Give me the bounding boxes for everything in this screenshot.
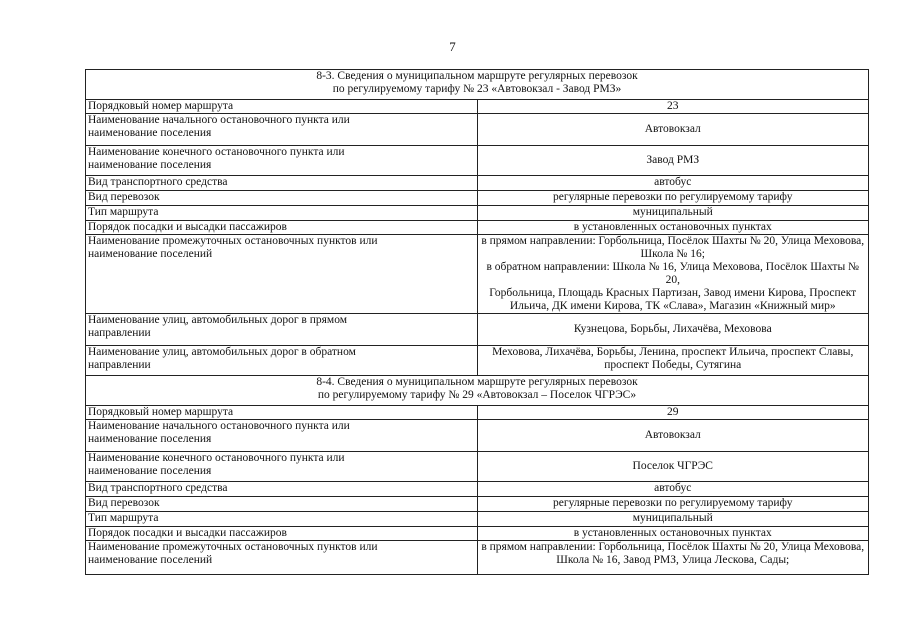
row-value-line: в установленных остановочных пунктах [573,221,772,233]
table-row [86,497,869,512]
section-title-line: по регулируемому тарифу № 23 «Автовокзал - Завод РМЗ» [332,83,622,95]
table-row [86,235,869,314]
row-value-line: в обратном направлении: Школа № 16, Улица Меховова, Посёлок Шахты № 20, [486,261,860,286]
row-label-line: Наименование конечного остановочного пункта или [88,146,345,158]
row-label-line: наименование поселения [88,465,212,477]
table-row [86,346,869,376]
row-value [477,100,869,114]
row-label [86,482,478,497]
row-label-line: наименование поселений [88,554,213,566]
row-value [477,206,869,221]
row-value-line: регулярные перевозки по регулируемому тарифу [553,191,793,203]
row-label-line: наименование поселения [88,159,212,171]
row-value [477,527,869,541]
row-label-line: наименование поселения [88,127,212,139]
row-value-line: 29 [667,406,679,418]
row-value [477,314,869,346]
row-value [477,420,869,452]
row-label [86,541,478,575]
row-value [477,114,869,146]
page-number: 7 [449,39,456,54]
table-row [86,420,869,452]
row-label-line: направлении [88,327,151,339]
row-value [477,512,869,527]
table-row [86,100,869,114]
row-value-line: в прямом направлении: Горбольница, Посёлок Шахты № 20, Улица Меховова, [481,235,865,247]
routes-table-body [86,70,869,575]
row-label-line: Наименование промежуточных остановочных пунктов или [88,541,378,553]
row-value [477,221,869,235]
table-row [86,221,869,235]
row-label-line: наименование поселений [88,248,213,260]
row-value-line: муниципальный [632,206,713,218]
row-value [477,406,869,420]
row-label-line: наименование поселения [88,433,212,445]
table-row [86,482,869,497]
table-row [86,314,869,346]
row-value [477,497,869,512]
row-value [477,346,869,376]
row-value-line: автобус [654,482,692,494]
row-value-line: муниципальный [632,512,713,524]
row-label [86,346,478,376]
row-value [477,452,869,482]
row-value-line: в установленных остановочных пунктах [573,527,772,539]
row-value-line: регулярные перевозки по регулируемому тарифу [553,497,793,509]
section-title [86,70,869,100]
row-value-line: Автовокзал [644,123,701,135]
row-value-line: Школа № 16; [640,248,705,260]
row-value-line: проспект Победы, Сутягина [604,359,742,371]
row-label-line: Наименование улиц, автомобильных дорог в прямом [88,314,348,326]
row-label-line: Наименование начального остановочного пункта или [88,420,350,432]
table-row [86,512,869,527]
row-label [86,176,478,191]
table-row [86,406,869,420]
table-row [86,527,869,541]
row-value [477,541,869,575]
table-row [86,176,869,191]
row-value-line: Меховова, Лихачёва, Борьбы, Ленина, проспект Ильича, проспект Славы, [492,346,854,358]
row-value [477,235,869,314]
row-label-line: Вид перевозок [88,497,160,509]
row-label-line: Наименование начального остановочного пункта или [88,114,350,126]
row-value-line: Автовокзал [644,429,701,441]
row-label-line: Тип маршрута [88,512,159,524]
row-value [477,482,869,497]
row-value-line: Горбольница, Площадь Красных Партизан, Завод имени Кирова, Проспект [489,287,857,299]
table-row [86,191,869,206]
section-title-line: 8-3. Сведения о муниципальном маршруте регулярных перевозок [316,70,638,82]
row-label-line: Порядок посадки и высадки пассажиров [88,527,287,539]
section-title [86,376,869,406]
row-label-line: Наименование промежуточных остановочных пунктов или [88,235,378,247]
row-value-line: Кузнецова, Борьбы, Лихачёва, Меховова [573,323,772,335]
row-label-line: Вид транспортного средства [88,482,228,494]
row-label [86,221,478,235]
row-label-line: Порядковый номер маршрута [88,406,234,418]
table-row [86,541,869,575]
row-label [86,206,478,221]
table-row [86,452,869,482]
row-label [86,235,478,314]
row-label [86,527,478,541]
row-label [86,100,478,114]
row-value-line: в прямом направлении: Горбольница, Посёлок Шахты № 20, Улица Меховова, [481,541,865,553]
row-label-line: Порядок посадки и высадки пассажиров [88,221,287,233]
section-title-line: 8-4. Сведения о муниципальном маршруте регулярных перевозок [316,376,638,388]
row-label-line: Наименование улиц, автомобильных дорог в обратном [88,346,356,358]
row-value [477,191,869,206]
row-label-line: Вид транспортного средства [88,176,228,188]
table-row [86,146,869,176]
row-label-line: Порядковый номер маршрута [88,100,234,112]
row-label [86,146,478,176]
row-label [86,497,478,512]
row-value-line: Поселок ЧГРЭС [632,460,713,472]
row-label [86,512,478,527]
row-value [477,146,869,176]
row-label [86,114,478,146]
routes-table [85,69,869,575]
row-label [86,314,478,346]
section-title-line: по регулируемому тарифу № 29 «Автовокзал – Поселок ЧГРЭС» [317,389,637,401]
row-value-line: 23 [667,100,679,112]
row-label-line: Наименование конечного остановочного пункта или [88,452,345,464]
row-label [86,420,478,452]
row-label-line: Вид перевозок [88,191,160,203]
section-header-row [86,70,869,100]
row-label-line: Тип маршрута [88,206,159,218]
table-row [86,114,869,146]
table-row [86,206,869,221]
row-value-line: Завод РМЗ [646,154,700,166]
row-label-line: направлении [88,359,151,371]
row-label [86,452,478,482]
section-header-row [86,376,869,406]
row-value-line: автобус [654,176,692,188]
row-value [477,176,869,191]
row-label [86,191,478,206]
row-value-line: Ильича, ДК имени Кирова, ТК «Слава», Магазин «Книжный мир» [509,300,836,312]
row-value-line: Школа № 16, Завод РМЗ, Улица Лескова, Сады; [556,554,790,566]
row-label [86,406,478,420]
